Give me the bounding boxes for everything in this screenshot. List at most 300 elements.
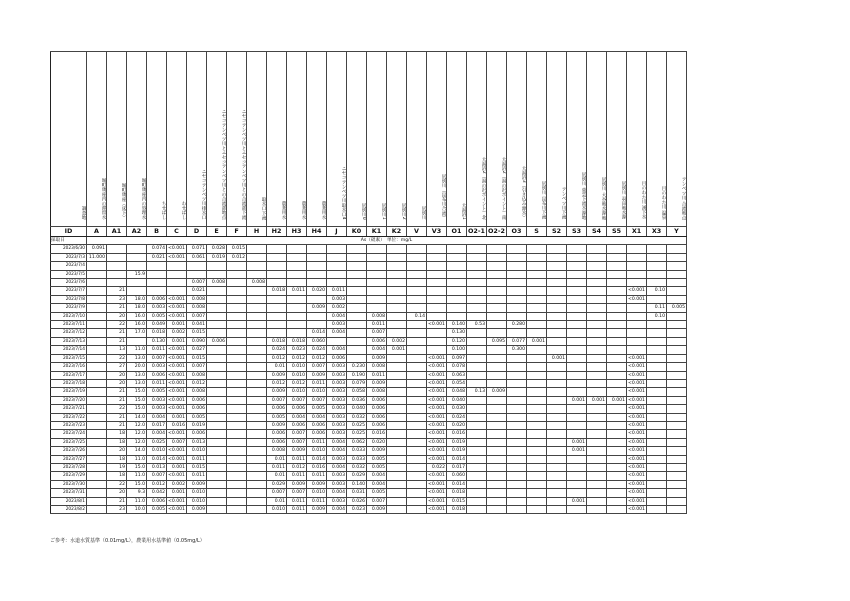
column-name: 堀町幾座内の滞留水	[101, 178, 106, 220]
value-cell: 0.021	[147, 253, 167, 261]
sample-date: 2023/8/2	[51, 506, 87, 514]
value-cell	[487, 295, 507, 303]
value-cell	[587, 363, 607, 371]
value-cell	[567, 337, 587, 345]
value-cell	[207, 346, 227, 354]
value-cell	[387, 312, 407, 320]
value-cell	[547, 472, 567, 480]
value-cell	[407, 270, 427, 278]
value-cell: <0.001	[167, 380, 185, 386]
value-cell	[87, 329, 107, 337]
column-name: 堀町幾座（床下）	[121, 182, 126, 220]
value-cell: 0.001	[167, 463, 187, 471]
value-cell	[667, 489, 687, 497]
sample-date: 2023/7/18	[51, 379, 87, 387]
value-cell	[247, 421, 267, 429]
value-cell	[467, 438, 487, 446]
value-cell	[467, 270, 487, 278]
value-cell	[87, 489, 107, 497]
value-cell: 0.019	[447, 438, 467, 446]
value-cell	[427, 329, 447, 337]
value-cell	[547, 312, 567, 320]
value-cell	[387, 438, 407, 446]
value-cell: 0.008	[267, 447, 287, 455]
table-row	[51, 354, 687, 362]
value-cell	[267, 329, 287, 337]
value-cell	[527, 304, 547, 312]
column-name: 取水口下流	[261, 196, 266, 220]
value-cell: 0.008	[207, 279, 227, 287]
value-cell: 0.001	[547, 354, 567, 362]
value-cell	[87, 497, 107, 505]
value-cell	[387, 295, 407, 303]
value-cell	[227, 480, 247, 488]
value-cell	[587, 379, 607, 387]
value-cell: 0.091	[87, 245, 107, 253]
value-cell	[467, 304, 487, 312]
value-cell: 0.025	[147, 438, 167, 446]
value-cell: 0.006	[367, 396, 387, 404]
value-cell	[667, 388, 687, 396]
value-cell	[87, 405, 107, 413]
value-cell	[247, 371, 267, 379]
value-cell: <0.001	[627, 397, 645, 403]
value-cell: 0.024	[267, 346, 287, 354]
value-cell: 0.280	[507, 321, 527, 329]
value-cell	[567, 245, 587, 253]
value-cell	[587, 287, 607, 295]
value-cell	[667, 329, 687, 337]
value-cell	[487, 379, 507, 387]
value-cell	[427, 245, 447, 253]
value-cell: 21	[107, 413, 127, 421]
value-cell: 0.009	[307, 371, 327, 379]
value-cell: 0.008	[367, 388, 387, 396]
value-cell: 0.007	[147, 472, 167, 480]
value-cell: 0.012	[187, 379, 207, 387]
value-cell	[407, 405, 427, 413]
value-cell: 11.0	[127, 346, 147, 354]
value-cell	[227, 497, 247, 505]
value-cell: 0.003	[147, 363, 167, 371]
value-cell	[87, 455, 107, 463]
value-cell	[167, 287, 187, 295]
value-cell: 0.012	[147, 480, 167, 488]
sample-date: 2023/6/30	[51, 245, 87, 253]
value-cell	[487, 472, 507, 480]
value-cell	[247, 430, 267, 438]
value-cell: 0.004	[327, 312, 347, 320]
value-cell	[647, 489, 667, 497]
value-cell: 11.0	[127, 472, 147, 480]
value-cell	[547, 421, 567, 429]
value-cell	[487, 346, 507, 354]
value-cell	[667, 455, 687, 463]
value-cell: 0.048	[447, 388, 467, 396]
value-cell	[507, 438, 527, 446]
value-cell	[207, 472, 227, 480]
value-cell	[327, 253, 347, 261]
value-cell	[507, 396, 527, 404]
value-cell	[387, 455, 407, 463]
value-cell: 0.009	[267, 371, 287, 379]
value-cell: <0.001	[627, 439, 645, 445]
value-cell	[447, 262, 467, 270]
value-cell	[647, 438, 667, 446]
value-cell: 18	[107, 430, 127, 438]
value-cell	[267, 245, 287, 253]
value-cell	[247, 438, 267, 446]
table-row	[51, 312, 687, 320]
column-name: 大湯沼3（引き込み源水）	[521, 166, 526, 220]
value-cell	[487, 480, 507, 488]
value-cell	[487, 279, 507, 287]
value-cell	[207, 438, 227, 446]
value-cell	[527, 489, 547, 497]
value-cell	[247, 472, 267, 480]
value-cell: <0.001	[167, 355, 185, 361]
column-code: V3	[427, 227, 447, 237]
value-cell: 0.090	[187, 337, 207, 345]
value-cell	[247, 497, 267, 505]
value-cell	[487, 304, 507, 312]
value-cell	[627, 245, 647, 253]
sample-date: 2023/7/31	[51, 489, 87, 497]
value-cell: 0.006	[147, 295, 167, 303]
sample-date: 2023/7/21	[51, 405, 87, 413]
value-cell	[607, 497, 627, 505]
value-cell: 0.003	[327, 371, 347, 379]
value-cell	[667, 506, 687, 514]
value-cell: <0.001	[427, 414, 445, 420]
value-cell	[647, 346, 667, 354]
value-cell	[267, 270, 287, 278]
value-cell	[247, 354, 267, 362]
value-cell	[527, 447, 547, 455]
value-cell	[647, 472, 667, 480]
value-cell	[487, 430, 507, 438]
value-cell	[447, 287, 467, 295]
value-cell	[387, 489, 407, 497]
value-cell: 13.0	[127, 371, 147, 379]
sample-date: 2023/7/13	[51, 337, 87, 345]
column-code: K2	[387, 227, 407, 237]
value-cell	[407, 455, 427, 463]
value-cell	[227, 438, 247, 446]
value-cell: 0.004	[327, 463, 347, 471]
value-cell	[607, 430, 627, 438]
value-cell	[547, 262, 567, 270]
value-cell: 0.004	[287, 413, 307, 421]
value-cell	[547, 405, 567, 413]
value-cell: 18.0	[127, 304, 147, 312]
value-cell	[387, 253, 407, 261]
value-cell: 11.0	[127, 497, 147, 505]
value-cell	[627, 279, 647, 287]
value-cell	[587, 321, 607, 329]
value-cell	[407, 287, 427, 295]
value-cell: 0.015	[227, 245, 247, 253]
value-cell	[507, 329, 527, 337]
value-cell	[127, 287, 147, 295]
value-cell: 0.029	[347, 472, 367, 480]
column-name-cell	[607, 52, 627, 227]
column-code: E	[207, 227, 227, 237]
value-cell	[427, 346, 447, 354]
value-cell	[267, 253, 287, 261]
value-cell	[307, 321, 327, 329]
value-cell: 0.041	[187, 321, 207, 329]
value-cell: <0.001	[627, 372, 645, 378]
value-cell: 0.009	[367, 379, 387, 387]
value-cell: 0.021	[187, 287, 207, 295]
value-cell	[387, 497, 407, 505]
value-cell: 18.0	[127, 295, 147, 303]
value-cell: 0.006	[287, 405, 307, 413]
value-cell	[87, 480, 107, 488]
value-cell	[127, 245, 147, 253]
sample-date: 2023/7/17	[51, 371, 87, 379]
value-cell	[387, 354, 407, 362]
value-cell	[427, 304, 447, 312]
value-cell	[647, 379, 667, 387]
value-cell	[607, 346, 627, 354]
value-cell	[467, 346, 487, 354]
value-cell: <0.001	[627, 473, 645, 479]
table-row	[51, 253, 687, 261]
column-name-cell	[107, 52, 127, 227]
value-cell	[507, 379, 527, 387]
value-cell	[87, 506, 107, 514]
value-cell	[647, 253, 667, 261]
value-cell: 0.011	[267, 463, 287, 471]
value-cell: 0.027	[187, 346, 207, 354]
value-cell	[527, 455, 547, 463]
value-cell	[467, 480, 487, 488]
value-cell	[567, 489, 587, 497]
sample-date: 2023/7/26	[51, 447, 87, 455]
value-cell	[207, 262, 227, 270]
data-sheet	[50, 51, 687, 514]
value-cell: <0.001	[627, 406, 645, 412]
value-cell	[567, 455, 587, 463]
value-cell	[387, 447, 407, 455]
value-cell	[587, 413, 607, 421]
value-cell	[327, 337, 347, 345]
value-cell	[347, 245, 367, 253]
value-cell	[307, 245, 327, 253]
value-cell	[227, 413, 247, 421]
value-cell	[167, 279, 187, 287]
value-cell	[607, 329, 627, 337]
value-cell	[87, 262, 107, 270]
value-cell	[667, 287, 687, 295]
table-row	[51, 245, 687, 253]
value-cell: 0.003	[327, 295, 347, 303]
sample-date: 2023/7/4	[51, 262, 87, 270]
value-cell: 0.006	[147, 497, 167, 505]
value-cell	[247, 262, 267, 270]
value-cell	[447, 245, 467, 253]
value-cell	[487, 396, 507, 404]
value-cell: 0.007	[287, 396, 307, 404]
value-cell	[87, 430, 107, 438]
value-cell	[527, 295, 547, 303]
value-cell: 0.003	[327, 472, 347, 480]
value-cell	[227, 421, 247, 429]
value-cell	[207, 363, 227, 371]
value-cell	[607, 480, 627, 488]
value-cell: 0.012	[287, 354, 307, 362]
value-cell	[587, 295, 607, 303]
value-cell: 0.01	[267, 497, 287, 505]
value-cell: 0.028	[207, 245, 227, 253]
value-cell	[207, 421, 227, 429]
table-row	[51, 279, 687, 287]
value-cell	[287, 312, 307, 320]
value-cell	[87, 463, 107, 471]
value-cell	[487, 321, 507, 329]
value-cell: 0.054	[447, 379, 467, 387]
column-code: A1	[107, 227, 127, 237]
value-cell	[567, 304, 587, 312]
value-cell	[407, 279, 427, 287]
value-cell	[207, 396, 227, 404]
sample-date: 2023/7/22	[51, 413, 87, 421]
column-code: S	[527, 227, 547, 237]
value-cell	[267, 312, 287, 320]
value-cell	[427, 312, 447, 320]
column-name: 尻別川 昆布川下流	[541, 181, 546, 220]
value-cell	[587, 463, 607, 471]
value-cell	[567, 463, 587, 471]
value-cell	[227, 295, 247, 303]
value-cell	[527, 463, 547, 471]
value-cell: <0.001	[167, 305, 185, 311]
value-cell	[387, 371, 407, 379]
value-cell	[647, 430, 667, 438]
value-cell: 0.004	[367, 472, 387, 480]
value-cell	[467, 253, 487, 261]
value-cell: 0.011	[147, 346, 167, 354]
value-cell	[647, 506, 667, 514]
value-cell	[567, 413, 587, 421]
value-cell: 0.012	[227, 253, 247, 261]
column-name-cell	[327, 52, 347, 227]
value-cell: 0.003	[147, 405, 167, 413]
value-cell: 0.020	[307, 287, 327, 295]
value-cell	[607, 279, 627, 287]
value-cell: 0.002	[167, 480, 187, 488]
column-code: O3	[507, 227, 527, 237]
value-cell	[387, 388, 407, 396]
value-cell	[227, 287, 247, 295]
value-cell	[647, 295, 667, 303]
value-cell	[207, 354, 227, 362]
value-cell	[527, 354, 547, 362]
value-cell: 0.040	[347, 405, 367, 413]
value-cell	[667, 245, 687, 253]
column-code: H4	[307, 227, 327, 237]
value-cell	[547, 245, 567, 253]
column-name: ニセコアンベツ川排水口	[201, 168, 206, 220]
value-cell	[667, 497, 687, 505]
sample-date: 2023/7/20	[51, 396, 87, 404]
value-cell: 21	[107, 337, 127, 345]
value-cell: 0.008	[187, 371, 207, 379]
value-cell: 0.010	[267, 506, 287, 514]
value-cell	[547, 379, 567, 387]
value-cell: 15.0	[127, 396, 147, 404]
value-cell: <0.001	[167, 448, 185, 454]
value-cell	[527, 438, 547, 446]
value-cell	[547, 329, 567, 337]
value-cell: 0.007	[187, 363, 207, 371]
column-name-cell	[347, 52, 367, 227]
value-cell	[87, 354, 107, 362]
value-cell: 0.007	[287, 489, 307, 497]
column-name: 目のわた川 湧下水	[641, 181, 646, 220]
value-cell: 0.006	[367, 405, 387, 413]
value-cell	[467, 506, 487, 514]
value-cell: 0.006	[147, 371, 167, 379]
value-cell: 14.0	[127, 447, 147, 455]
value-cell: <0.001	[427, 397, 445, 403]
value-cell	[527, 321, 547, 329]
value-cell: 0.011	[287, 287, 307, 295]
value-cell	[207, 489, 227, 497]
value-cell: 0.008	[367, 363, 387, 371]
value-cell	[567, 279, 587, 287]
column-name: 大湯沼2（湯の沢ポイント）南	[501, 156, 506, 220]
value-cell: 21	[107, 396, 127, 404]
value-cell	[607, 455, 627, 463]
value-cell	[587, 346, 607, 354]
column-code: D	[187, 227, 207, 237]
value-cell: 0.009	[367, 354, 387, 362]
value-cell	[207, 321, 227, 329]
column-name-cell	[427, 52, 447, 227]
value-cell	[267, 321, 287, 329]
value-cell: 0.130	[447, 329, 467, 337]
sample-date: 2023/7/14	[51, 346, 87, 354]
column-name: アンベツ川下流	[561, 187, 566, 220]
value-cell: 0.003	[327, 455, 347, 463]
column-code: B	[147, 227, 167, 237]
value-cell: 0.023	[347, 506, 367, 514]
value-cell	[567, 388, 587, 396]
value-cell: 20	[107, 312, 127, 320]
value-cell	[387, 329, 407, 337]
value-cell	[647, 363, 667, 371]
value-cell: 0.013	[147, 463, 167, 471]
value-cell: 11.0	[127, 455, 147, 463]
value-cell	[287, 329, 307, 337]
value-cell	[207, 463, 227, 471]
value-cell	[287, 253, 307, 261]
value-cell	[387, 430, 407, 438]
value-cell	[227, 337, 247, 345]
value-cell: 22	[107, 405, 127, 413]
value-cell: 15.0	[127, 388, 147, 396]
value-cell: 0.005	[307, 405, 327, 413]
value-cell	[607, 421, 627, 429]
table-row	[51, 405, 687, 413]
value-cell	[227, 405, 247, 413]
value-cell: 0.005	[147, 506, 167, 514]
value-cell	[567, 287, 587, 295]
value-cell: 0.003	[147, 304, 167, 312]
